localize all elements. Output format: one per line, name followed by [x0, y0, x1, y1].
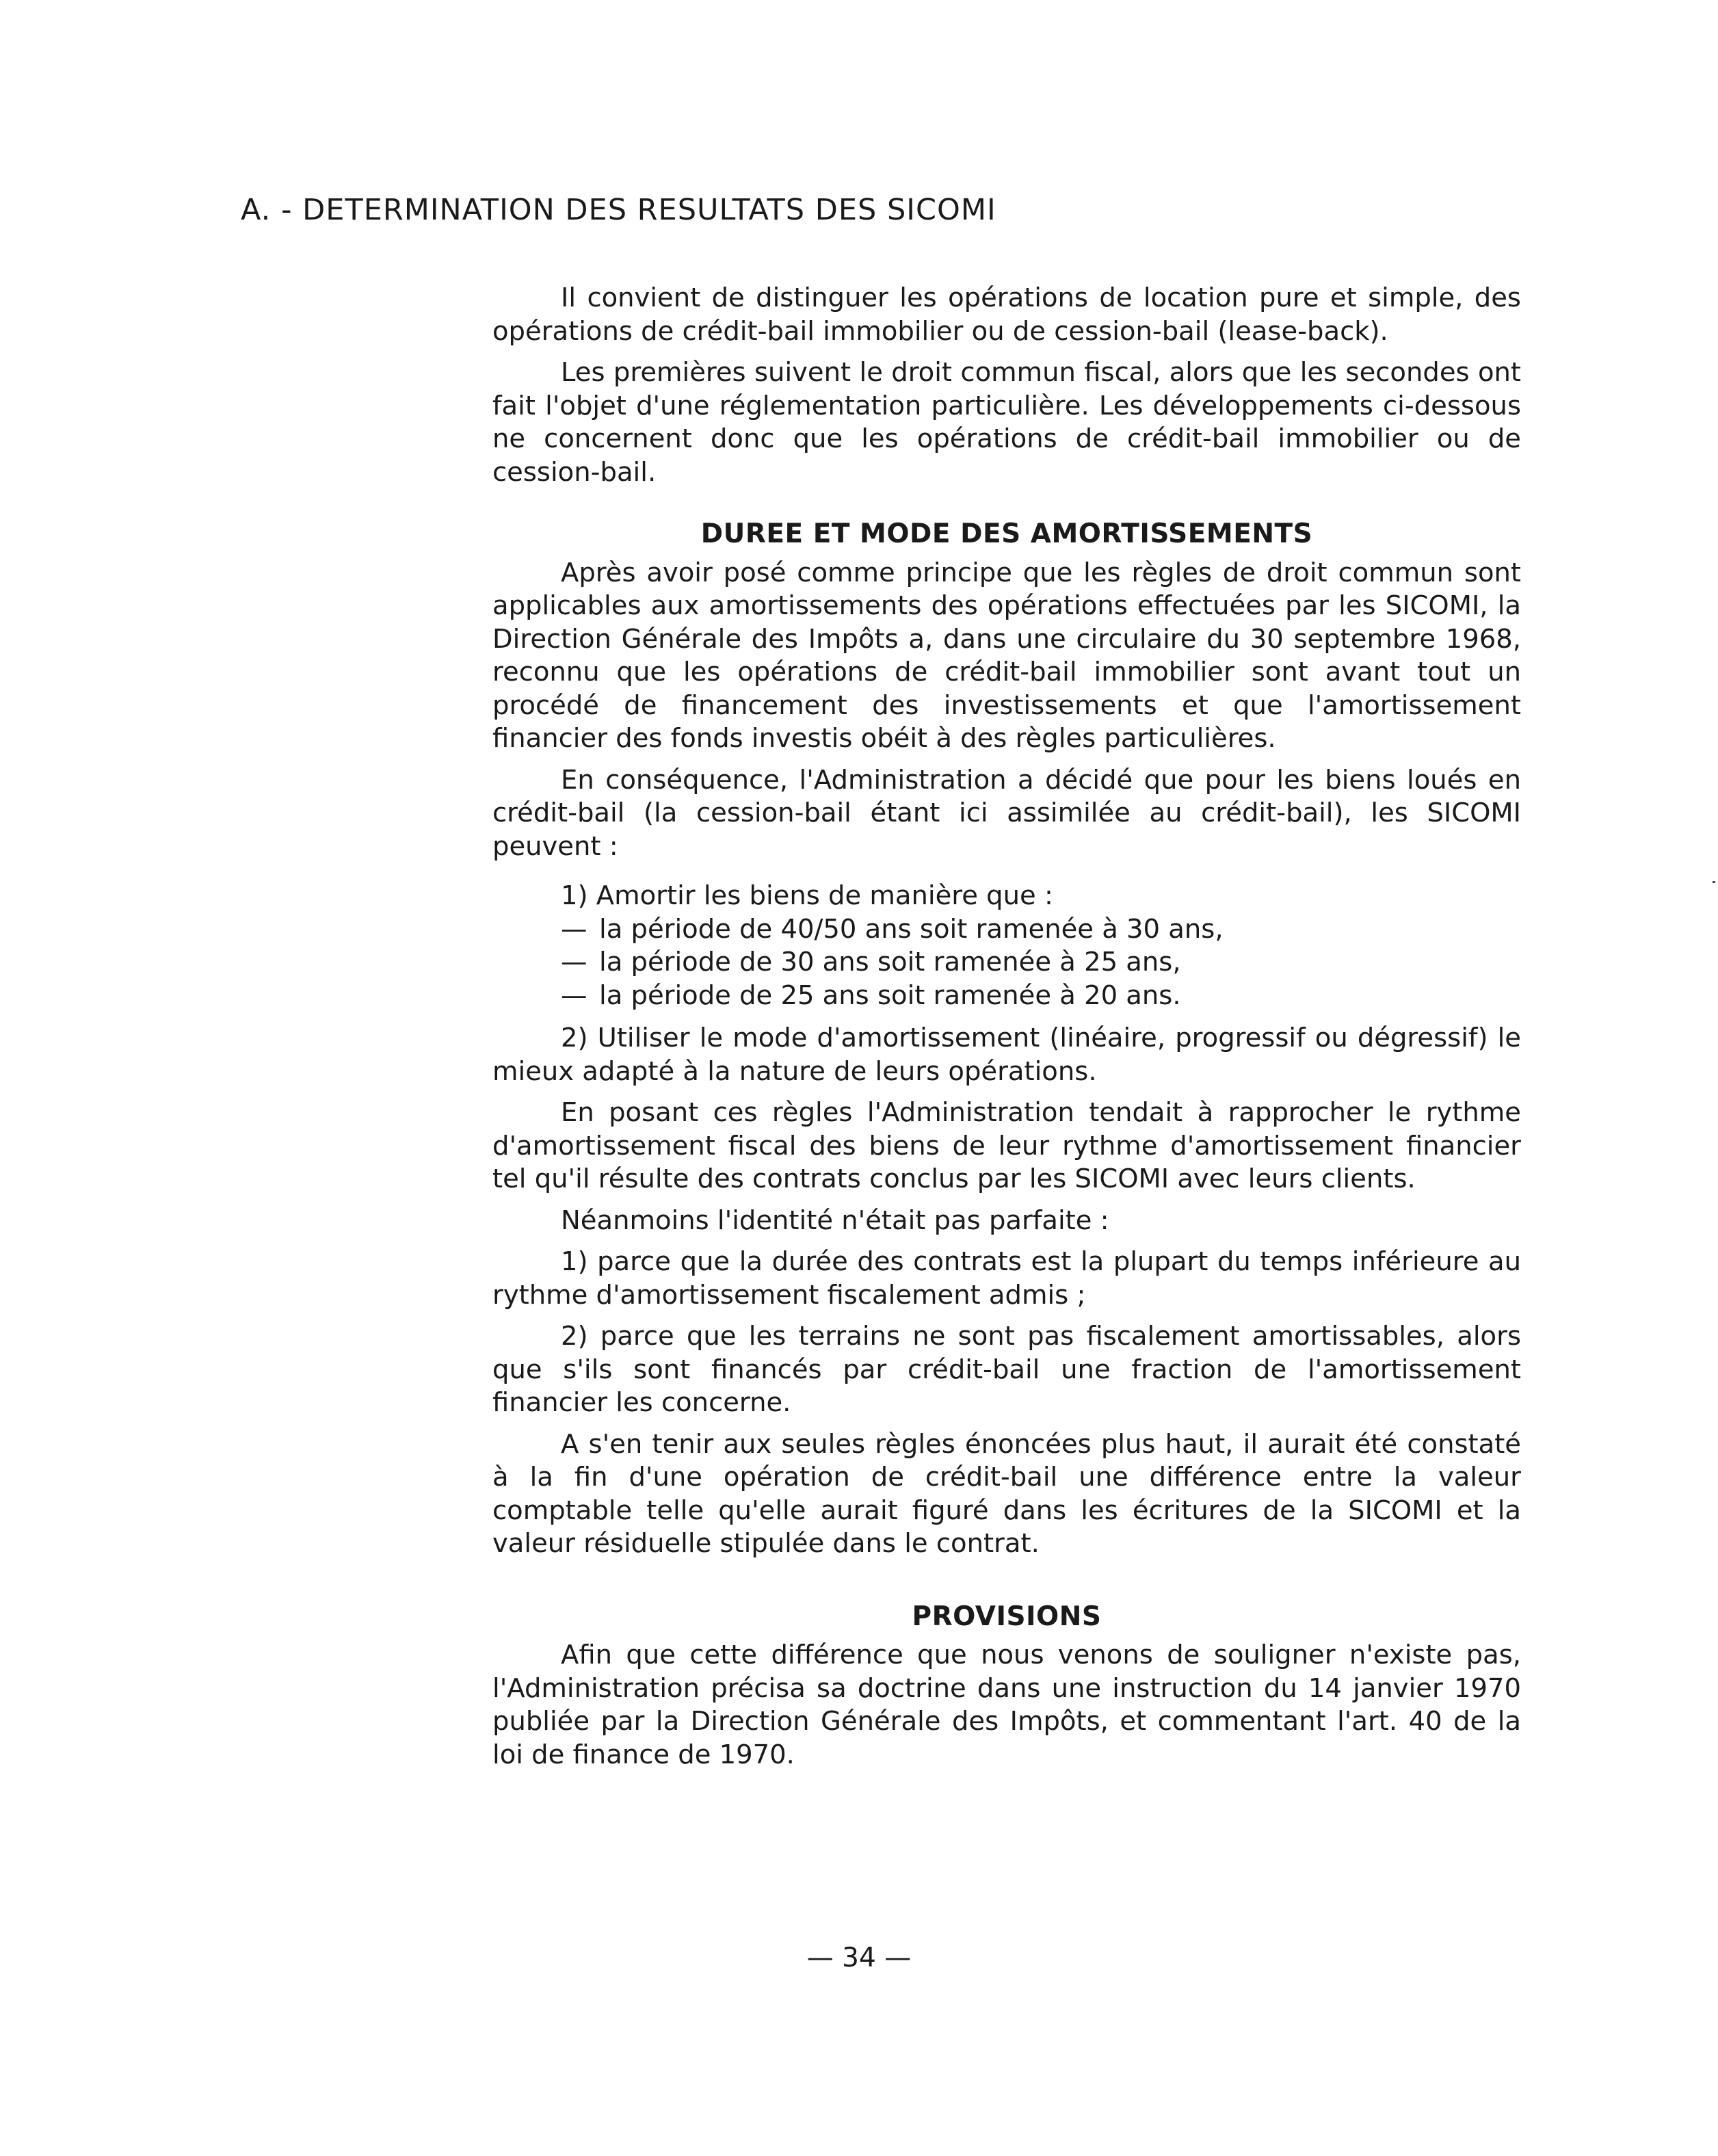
list-item: [492, 980, 1521, 1013]
list-item: [492, 913, 1521, 947]
amortissements-paragraph-5: Néanmoins l'identité n'était pas parfaite :: [561, 1205, 1109, 1236]
amortissement-list: [492, 880, 1521, 1012]
section-title: A. - DETERMINATION DES RESULTATS DES SICOMI: [241, 193, 996, 227]
amortissements-paragraph-4: En posant ces règles l'Administration tendait à rapprocher le rythme d'amortissement fiscal des biens de leur rythme d'amortissement financier tel qu'il résulte des contrats conclus par les SICOMI avec leurs clients.: [492, 1097, 1521, 1194]
intro-paragraph-1: Il convient de distinguer les opérations de location pure et simple, des opérations de crédit-bail immobilier ou de cession-bail (lease-back).: [492, 282, 1521, 347]
list-dash: —: [561, 947, 587, 977]
amortissements-paragraph-6: 1) parce que la durée des contrats est la plupart du temps inférieure au rythme d'amortissement fiscalement admis ;: [492, 1246, 1521, 1311]
heading-amortissements: DUREE ET MODE DES AMORTISSEMENTS: [700, 518, 1313, 549]
list-item-text: la période de 25 ans soit ramenée à 20 ans.: [599, 980, 1181, 1011]
amortissements-paragraph-1: Après avoir posé comme principe que les règles de droit commun sont applicables aux amortissements des opérations effectuées par les SICOMI, la Direction Générale des Impôts a, dans une circulaire du 30 septembre 1968, reconnu que les opérations de crédit-bail immobilier sont avant tout un procédé de financement des investissements et que l'amortissement financier des fonds investis obéit à des règles particulières.: [492, 557, 1521, 754]
provisions-paragraph-1: Afin que cette différence que nous venons de souligner n'existe pas, l'Administration précisa sa doctrine dans une instruction du 14 janvier 1970 publiée par la Direction Générale des Impôts, et commentant l'art. 40 de la loi de finance de 1970.: [492, 1640, 1521, 1770]
amortissements-paragraph-8: A s'en tenir aux seules règles énoncées plus haut, il aurait été constaté à la fin d'une opération de crédit-bail une différence entre la valeur comptable telle qu'elle aurait figuré dans les écritures de la SICOMI et la valeur résiduelle stipulée dans le contrat.: [492, 1428, 1521, 1559]
list-item-text: la période de 30 ans soit ramenée à 25 ans,: [599, 947, 1181, 977]
list-item-text: la période de 40/50 ans soit ramenée à 30 ans,: [599, 913, 1224, 945]
heading-provisions: PROVISIONS: [912, 1601, 1102, 1632]
amortissements-paragraph-3: 2) Utiliser le mode d'amortissement (linéaire, progressif ou dégressif) le mieux adapté à la nature de leurs opérations.: [492, 1023, 1521, 1087]
list-lead: 1) Amortir les biens de manière que :: [561, 880, 1053, 911]
list-item: [492, 946, 1521, 980]
list-dash: —: [561, 980, 587, 1011]
margin-speck: [1713, 881, 1715, 883]
page-number: — 34 —: [806, 1943, 912, 1973]
document-body: [492, 282, 1521, 1780]
amortissements-paragraph-7: 2) parce que les terrains ne sont pas fiscalement amortissables, alors que s'ils sont financés par crédit-bail une fraction de l'amortissement financier les concerne.: [492, 1321, 1521, 1418]
amortissements-paragraph-2: En conséquence, l'Administration a décidé que pour les biens loués en crédit-bail (la cession-bail étant ici assimilée au crédit-bail), les SICOMI peuvent :: [492, 764, 1521, 862]
list-dash: —: [561, 913, 587, 945]
intro-paragraph-2: Les premières suivent le droit commun fiscal, alors que les secondes ont fait l'objet d'une réglementation particulière. Les développements ci-dessous ne concernent donc que les opérations de crédit-bail immobilier ou de cession-bail.: [492, 357, 1521, 488]
